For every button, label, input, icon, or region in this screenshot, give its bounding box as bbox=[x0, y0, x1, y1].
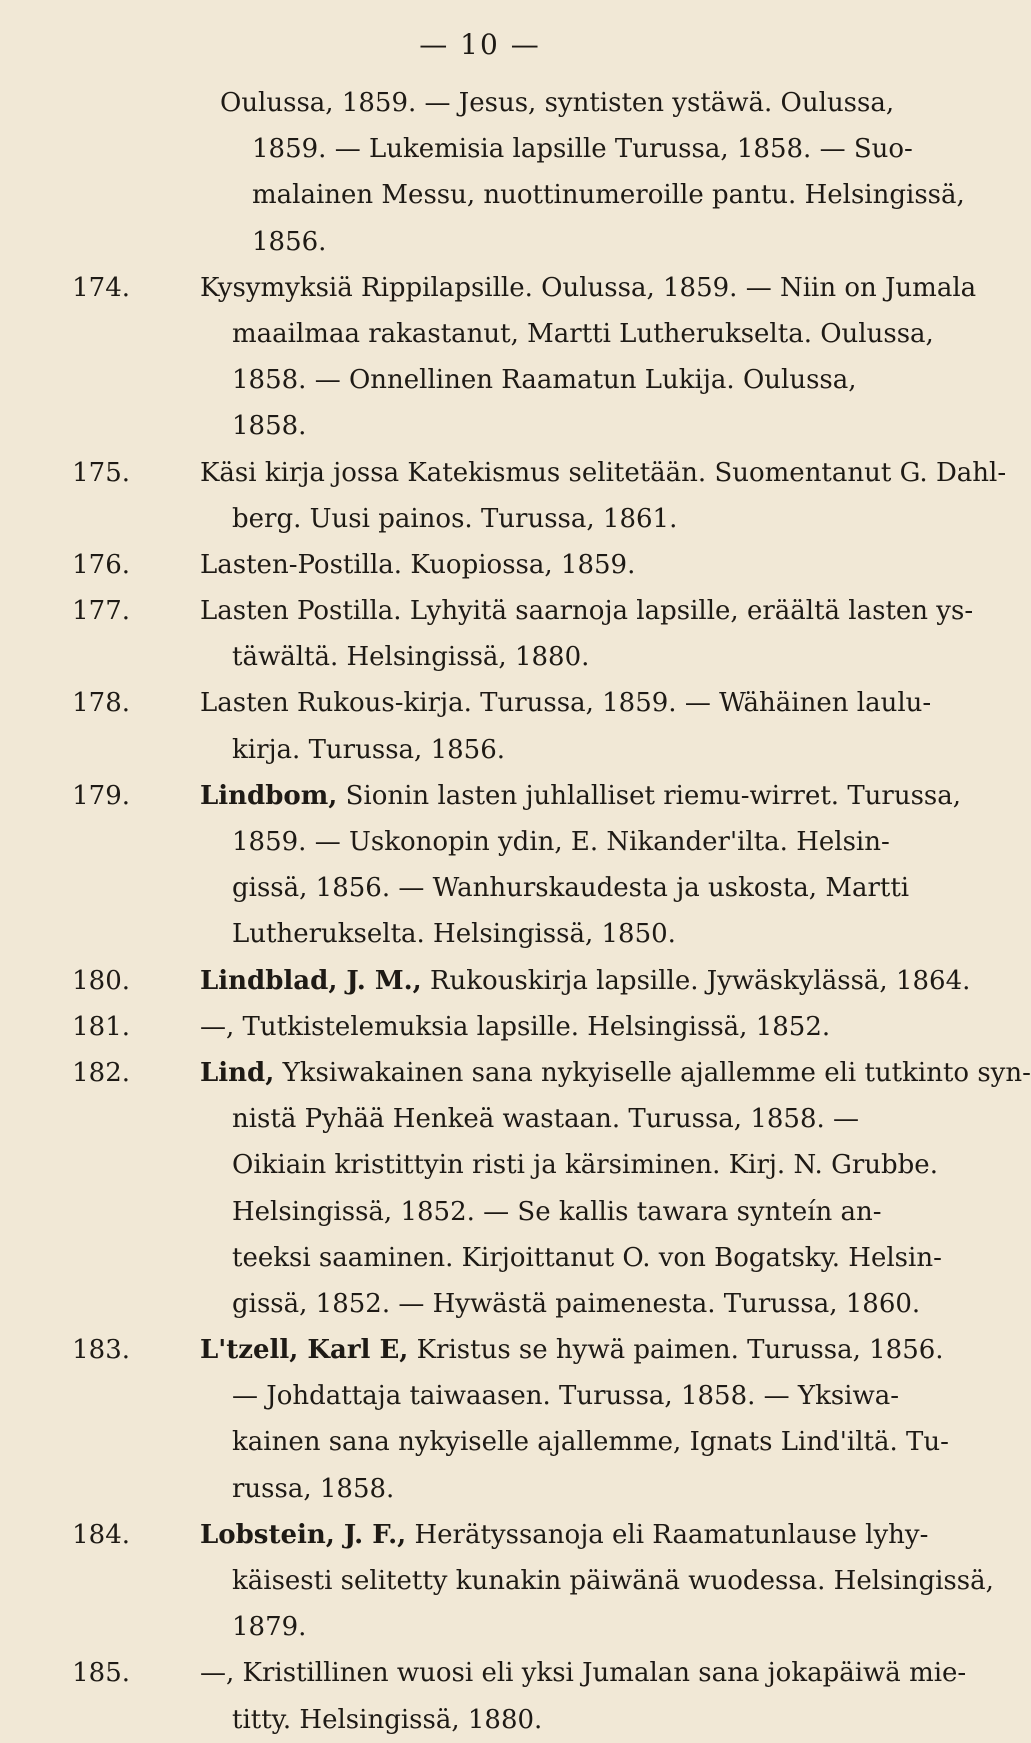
entry-line bbox=[200, 403, 976, 449]
entry-line bbox=[200, 1142, 1031, 1188]
entry-line bbox=[200, 1050, 1031, 1096]
catalog-entry bbox=[60, 1004, 880, 1050]
entry-line-text: 1859. — Uskonopin ydin, E. Nikander'ilta. Helsin- bbox=[232, 827, 890, 857]
entry-number: 177. bbox=[72, 596, 130, 627]
entry-text bbox=[200, 958, 970, 1004]
entry-number: 178. bbox=[72, 688, 130, 719]
entry-line-text: 1858. — Onnellinen Raamatun Lukija. Oulussa, bbox=[232, 365, 857, 396]
entry-line bbox=[200, 1004, 880, 1050]
entry-line bbox=[200, 1558, 994, 1604]
catalog-entry bbox=[60, 958, 971, 1004]
entry-text bbox=[200, 588, 973, 680]
preface-block bbox=[220, 80, 965, 265]
entry-line-text: russa, 1858. bbox=[232, 1473, 395, 1504]
entry-author: L'tzell, Karl E, bbox=[200, 1335, 409, 1366]
entry-line-text: maailmaa rakastanut, Martti Lutherukselta. Oulussa, bbox=[232, 318, 934, 349]
catalog-entry bbox=[60, 773, 962, 958]
entry-line-text: 1879. bbox=[232, 1612, 307, 1643]
entry-line bbox=[200, 542, 880, 588]
preface-line: malainen Messu, nuottinumeroille pantu. Helsingissä, bbox=[252, 180, 965, 211]
entry-number: 181. bbox=[72, 1011, 130, 1042]
entry-line-text: Lasten-Postilla. Kuopiossa, 1859. bbox=[200, 549, 636, 580]
entry-text bbox=[200, 680, 931, 772]
entry-line bbox=[200, 1373, 949, 1419]
entry-line bbox=[200, 265, 976, 311]
entry-author: Lind, bbox=[200, 1057, 275, 1088]
entry-line bbox=[200, 1419, 949, 1465]
entry-author: Lobstein, J. F., bbox=[200, 1519, 407, 1550]
entry-line bbox=[200, 1235, 1031, 1281]
catalog-entry bbox=[60, 1650, 967, 1742]
catalog-entry bbox=[60, 542, 880, 588]
entry-line-text: Lutherukselta. Helsingissä, 1850. bbox=[232, 919, 676, 950]
preface-line: Oulussa, 1859. — Jesus, syntisten ystäwä. Oulussa, bbox=[220, 88, 895, 118]
preface-line: 1856. bbox=[252, 226, 327, 257]
entry-line bbox=[200, 911, 961, 957]
entry-line-text: nistä Pyhää Henkeä wastaan. Turussa, 1858. — bbox=[232, 1104, 860, 1135]
entry-line-text: — Johdattaja taiwaasen. Turussa, 1858. — Yksiwa- bbox=[232, 1381, 900, 1412]
entry-line-text: Käsi kirja jossa Katekismus selitetään. Suomentanut G. Dahl- bbox=[200, 457, 1007, 488]
entry-text bbox=[200, 1004, 880, 1050]
entry-line bbox=[200, 958, 970, 1004]
entry-number: 182. bbox=[72, 1057, 130, 1088]
entry-author: Lindbom, bbox=[200, 780, 338, 811]
entry-author: Lindblad, J. M., bbox=[200, 965, 422, 996]
entry-text bbox=[200, 1512, 994, 1651]
entry-line-text: teeksi saaminen. Kirjoittanut O. von Bogatsky. Helsin- bbox=[232, 1242, 942, 1273]
entry-line bbox=[200, 496, 1006, 542]
entry-line bbox=[200, 819, 961, 865]
catalog-entry bbox=[60, 1512, 994, 1651]
catalog-entry bbox=[60, 450, 1007, 542]
entry-line bbox=[200, 1096, 1031, 1142]
entry-line-text: täwältä. Helsingissä, 1880. bbox=[232, 642, 590, 673]
entry-number: 174. bbox=[72, 272, 130, 303]
catalog-entry bbox=[60, 588, 974, 680]
entry-number: 175. bbox=[72, 457, 130, 488]
catalog-entry bbox=[60, 1327, 949, 1512]
entry-line-text: Rukouskirja lapsille. Jywäskylässä, 1864. bbox=[429, 965, 971, 996]
entry-text bbox=[200, 542, 880, 588]
catalog-entry bbox=[60, 265, 977, 450]
entry-line-text: 1858. bbox=[232, 411, 307, 442]
entry-line bbox=[200, 1466, 949, 1512]
entry-line bbox=[200, 634, 973, 680]
entry-number: 176. bbox=[72, 549, 130, 580]
entry-text bbox=[200, 1050, 1031, 1327]
entry-text bbox=[200, 1650, 966, 1742]
entry-line-text: Yksiwakainen sana nykyiselle ajallemme eli tutkinto syn- bbox=[282, 1057, 1031, 1088]
entry-text bbox=[200, 1327, 949, 1512]
entry-line bbox=[200, 680, 931, 726]
entry-line-text: titty. Helsingissä, 1880. bbox=[232, 1704, 543, 1735]
entry-number: 183. bbox=[72, 1335, 130, 1366]
entry-line-text: Herätyssanoja eli Raamatunlause lyhy- bbox=[414, 1519, 929, 1550]
entry-line bbox=[200, 450, 1006, 496]
entry-text bbox=[200, 450, 1006, 542]
entry-number: 180. bbox=[72, 965, 130, 996]
entry-line-text: Lasten Rukous-kirja. Turussa, 1859. — Wähäinen laulu- bbox=[200, 688, 932, 719]
entry-line-text: Oikiain kristittyin risti ja kärsiminen. Kirj. N. Grubbe. bbox=[232, 1150, 938, 1181]
entry-line bbox=[200, 773, 961, 819]
entry-line-text: käisesti selitetty kunakin päiwänä wuodessa. Helsingissä, bbox=[232, 1566, 994, 1596]
preface-line: 1859. — Lukemisia lapsille Turussa, 1858. — Suo- bbox=[252, 134, 913, 165]
entry-line bbox=[200, 588, 973, 634]
entry-line bbox=[200, 1327, 949, 1373]
page-number: — 10 — bbox=[419, 28, 541, 61]
entry-line-text: Lasten Postilla. Lyhyitä saarnoja lapsille, eräältä lasten ys- bbox=[200, 596, 974, 627]
entry-line bbox=[200, 357, 976, 403]
entry-line-text: —, Kristillinen wuosi eli yksi Jumalan sana jokapäiwä mie- bbox=[200, 1658, 967, 1689]
entry-line bbox=[200, 1189, 1031, 1235]
entry-line-text: kirja. Turussa, 1856. bbox=[232, 734, 505, 765]
entry-line bbox=[200, 865, 961, 911]
entry-text bbox=[200, 773, 961, 958]
entry-line bbox=[200, 727, 931, 773]
entry-line bbox=[200, 1604, 994, 1650]
entry-text bbox=[200, 265, 976, 450]
entry-line-text: kainen sana nykyiselle ajallemme, Ignats Lind'iltä. Tu- bbox=[232, 1427, 949, 1458]
entry-number: 184. bbox=[72, 1519, 130, 1550]
entry-line bbox=[200, 1512, 994, 1558]
entry-line-text: Kristus se hywä paimen. Turussa, 1856. bbox=[416, 1335, 944, 1366]
entry-list bbox=[60, 265, 1031, 1743]
catalog-entry bbox=[60, 1050, 1031, 1327]
catalog-entry bbox=[60, 680, 932, 772]
entry-line-text: Sionin lasten juhlalliset riemu-wirret. Turussa, bbox=[345, 780, 962, 811]
entry-line bbox=[200, 1281, 1031, 1327]
entry-line bbox=[200, 311, 976, 357]
entry-line bbox=[200, 1650, 966, 1696]
entry-line-text: gissä, 1856. — Wanhurskaudesta ja uskosta, Martti bbox=[232, 873, 910, 904]
entry-number: 179. bbox=[72, 780, 130, 811]
entry-line-text: Kysymyksiä Rippilapsille. Oulussa, 1859. — Niin on Jumala bbox=[200, 272, 977, 303]
entry-line-text: Helsingissä, 1852. — Se kallis tawara synteín an- bbox=[232, 1196, 882, 1227]
entry-line bbox=[200, 1697, 966, 1743]
entry-number: 185. bbox=[72, 1658, 130, 1689]
page-body bbox=[60, 80, 1031, 1743]
entry-line-text: berg. Uusi painos. Turussa, 1861. bbox=[232, 503, 678, 534]
entry-line-text: gissä, 1852. — Hywästä paimenesta. Turussa, 1860. bbox=[232, 1288, 921, 1319]
entry-line-text: —, Tutkistelemuksia lapsille. Helsingissä, 1852. bbox=[200, 1011, 831, 1042]
